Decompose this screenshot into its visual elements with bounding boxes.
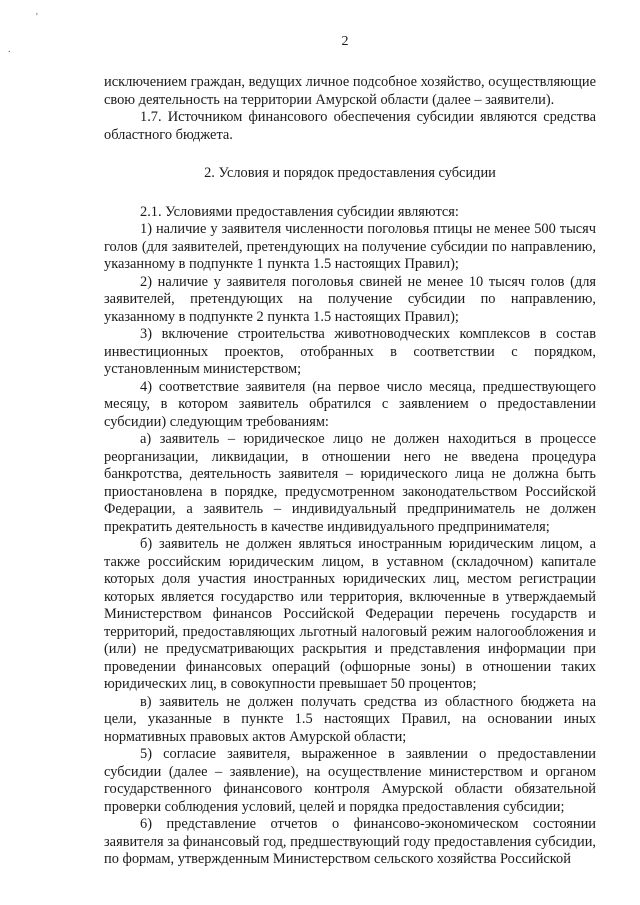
paragraph-continuation: исключением граждан, ведущих личное подсобное хозяйство, осуществляющие свою деятельность на территории Амурской области (далее – заявители). xyxy=(104,74,596,108)
scan-artifact-mark: ' xyxy=(36,12,38,23)
paragraph-condition-1: 1) наличие у заявителя численности поголовья птицы не менее 500 тысяч голов (для заявителей, претендующих на получение субсидии по направлению, указанному в подпункте 1 пункта 1.5 настоящих Правил); xyxy=(104,221,596,272)
paragraph-condition-5: 5) согласие заявителя, выраженное в заявлении о предоставлении субсидии (далее – заявление), на осуществление министерством и органом государственного финансового контроля Амурской области обязательной проверки соблюдения условий, целей и порядка предоставления субсидии; xyxy=(104,746,596,815)
document-body xyxy=(104,74,596,869)
paragraph-condition-4a: а) заявитель – юридическое лицо не должен находиться в процессе реорганизации, ликвидации, в отношении него не введена процедура банкротства, деятельность заявителя – юридического лица не должна быть приостановлена в порядке, предусмотренном законодательством Российской Федерации, а заявитель – индивидуальный предприниматель не должен прекратить деятельность в качестве индивидуального предпринимателя; xyxy=(104,431,596,535)
paragraph-2-1: 2.1. Условиями предоставления субсидии являются: xyxy=(140,203,459,220)
page-number: 2 xyxy=(341,34,349,49)
paragraph-condition-4v: в) заявитель не должен получать средства из областного бюджета на цели, указанные в пункте 1.5 настоящих Правил, на основании иных нормативных правовых актов Амурской области; xyxy=(104,693,596,745)
scan-artifact-dot: . xyxy=(8,44,11,55)
paragraph-condition-2: 2) наличие у заявителя поголовья свиней не менее 10 тысяч голов (для заявителей, претендующих на получение субсидии по направлению, указанному в подпункте 2 пункта 1.5 настоящих Правил); xyxy=(104,273,596,325)
paragraph-condition-6: 6) представление отчетов о финансово-экономическом состоянии заявителя за финансовый год, предшествующий году предоставления субсидии, по формам, утвержденным Министерством сельского хозяйства Российской xyxy=(104,816,596,867)
paragraph-condition-4b: б) заявитель не должен являться иностранным юридическим лицом, а также российским юридическим лицом, в уставном (складочном) капитале которых доля участия иностранных юридических лиц, местом регистрации которых является государство или территория, включенные в утверждаемый Министерством финансов Российской Федерации перечень государств и территорий, предоставляющих льготный налоговый режим налогообложения и (или) не предусматривающих раскрытия и представления информации при проведении финансовых операций (офшорные зоны) в отношении таких юридических лиц, в совокупности превышает 50 процентов; xyxy=(104,536,596,692)
paragraph-condition-4: 4) соответствие заявителя (на первое число месяца, предшествующего месяцу, в котором заявитель обратился с заявлением о предоставлении субсидии) следующим требованиям: xyxy=(104,378,596,430)
section-heading: 2. Условия и порядок предоставления субсидии xyxy=(204,165,496,181)
paragraph-1-7: 1.7. Источником финансового обеспечения субсидии являются средства областного бюджета. xyxy=(104,109,596,143)
paragraph-condition-3: 3) включение строительства животноводческих комплексов в состав инвестиционных проектов, отобранных в соответствии с порядком, установленным министерством; xyxy=(104,326,596,377)
